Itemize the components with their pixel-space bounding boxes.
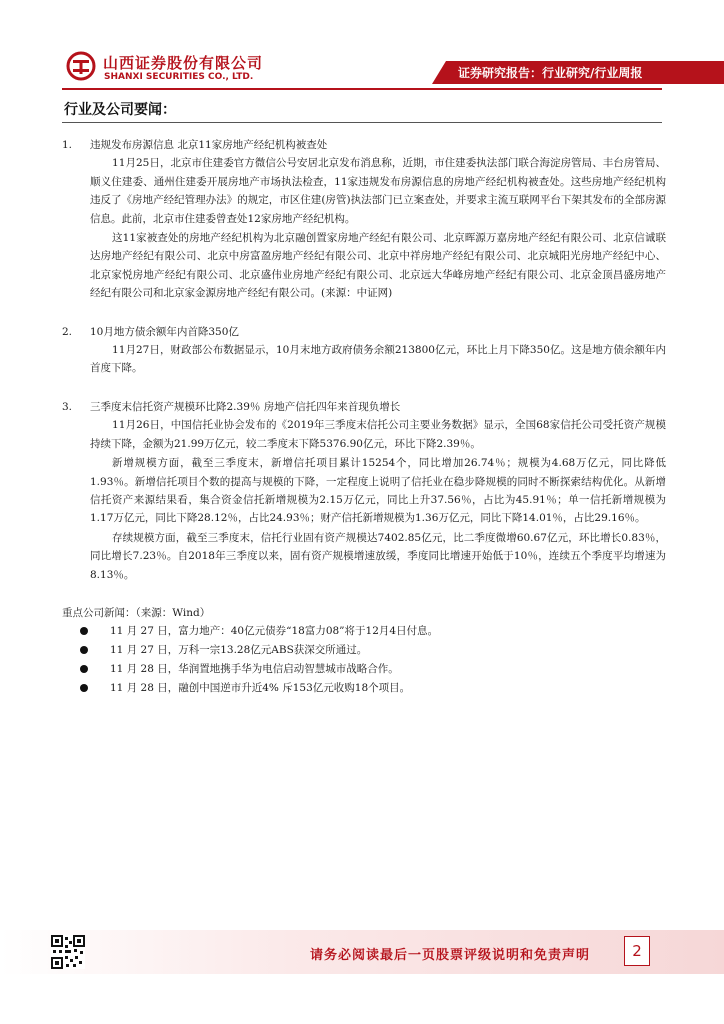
news-number: 1. xyxy=(62,139,73,151)
bullet-icon xyxy=(80,627,88,635)
page-header xyxy=(0,0,724,92)
news-paragraph: 这11家被查处的房地产经纪机构为北京融创置家房地产经纪有限公司、北京晖源万嘉房地产经纪有限公司、北京信诚联达房地产经纪有限公司、北京中房富盈房地产经纪有限公司、北京中祥房地产经纪有限公司、北京城阳光房地产经纪中心、北京家悦房地产经纪有限公司、北京盛伟业房地产经纪有限公司、北京远大华峰房地产经纪有限公司、北京金顶昌盛房地产经纪有限公司和北京家金源房地产经纪有限公司。(来源：中证网) xyxy=(90,232,666,300)
bullet-icon xyxy=(80,665,88,673)
list-item xyxy=(80,622,666,641)
news-headline: 三季度末信托资产规模环比降2.39％ 房地产信托四年来首现负增长 xyxy=(90,400,401,413)
report-type-label: 证券研究报告：行业研究/行业周报 xyxy=(458,66,643,80)
news-title xyxy=(62,136,666,154)
list-item xyxy=(80,679,666,698)
news-number: 2. xyxy=(62,325,73,338)
main-content xyxy=(62,136,666,698)
news-item-3 xyxy=(62,398,666,584)
list-item-text: 11 月 27 日，富力地产：40亿元债券“18富力08”将于12月4日付息。 xyxy=(110,625,439,638)
key-company-news-heading: 重点公司新闻：（来源：Wind） xyxy=(62,606,211,619)
company-name-en: SHANXI SECURITIES CO., LTD. xyxy=(104,72,254,82)
header-divider xyxy=(62,88,662,90)
list-item-text: 11 月 28 日，融创中国逆市升近4% 斥153亿元收购18个项目。 xyxy=(110,682,411,695)
list-item xyxy=(80,660,666,679)
qr-code-icon xyxy=(51,935,85,969)
news-headline: 违规发布房源信息 北京11家房地产经纪机构被查处 xyxy=(90,139,328,151)
list-item xyxy=(80,641,666,660)
news-headline: 10月地方债余额年内首降350亿 xyxy=(90,325,239,338)
news-paragraph: 11月25日，北京市住建委官方微信公号安居北京发布消息称，近期，市住建委执法部门联合海淀房管局、丰台房管局、顺义住建委、通州住建委开展房地产市场执法检查，11家违规发布房源信息的房地产经纪机构被查处。这些房地产经纪机构违反了《房地产经纪管理办法》的规定，市区住建(房管)执法部门已立案查处，并要求主流互联网平台下架其发布的全部房源信息。此前，北京市住建委曾查处12家房地产经纪机构。 xyxy=(90,157,666,225)
company-logo-icon xyxy=(66,51,96,81)
news-title xyxy=(62,398,666,416)
news-paragraph: 新增规模方面，截至三季度末，新增信托项目累计15254个，同比增加26.74％；规模为4.68万亿元，同比降低1.93％。新增信托项目个数的提高与规模的下降，一定程度上说明了信托业在稳步降规模的同时不断探索结构优化。从新增信托资产来源结果看，集合资金信托新增规模为2.15万亿元，同比上升37.56％，占比为45.91％；单一信托新增规模为1.17万亿元，同比下降28.12％，占比24.93％；财产信托新增规模为1.36万亿元，同比下降14.01％，占比29.16％。 xyxy=(90,457,666,525)
key-company-news-list xyxy=(62,622,666,698)
bullet-icon xyxy=(80,646,88,654)
list-item-text: 11 月 27 日，万科一宗13.28亿元ABS获深交所通过。 xyxy=(110,644,368,657)
company-name-cn: 山西证券股份有限公司 xyxy=(103,54,264,72)
news-paragraph: 存续规模方面，截至三季度末，信托行业固有资产规模达7402.85亿元，比二季度微增60.67亿元，环比增长0.83％，同比增长7.23％。自2018年三季度以来，固有资产规模增速放缓，季度同比增速开始低于10％，连续五个季度平均增速为8.13％。 xyxy=(90,531,666,581)
footer-disclaimer: 请务必阅读最后一页股票评级说明和免责声明 xyxy=(310,948,591,963)
list-item-text: 11 月 28 日，华润置地携手华为电信启动智慧城市战略合作。 xyxy=(110,663,399,676)
news-title xyxy=(62,323,666,341)
section-divider xyxy=(62,122,662,123)
page-number: 2 xyxy=(624,936,650,966)
news-paragraph: 11月26日，中国信托业协会发布的《2019年三季度末信托公司主要业务数据》显示，全国68家信托公司受托资产规模持续下降，金额为21.99万亿元，较二季度末下降5376.90亿元，环比下降2.39％。 xyxy=(90,419,666,450)
news-item-2 xyxy=(62,323,666,378)
news-item-1 xyxy=(62,136,666,303)
section-title: 行业及公司要闻： xyxy=(64,102,176,118)
bullet-icon xyxy=(80,684,88,692)
news-number: 3. xyxy=(62,400,73,413)
news-paragraph: 11月27日，财政部公布数据显示，10月末地方政府债务余额213800亿元，环比上月下降350亿。这是地方债余额年内首度下降。 xyxy=(90,344,666,375)
